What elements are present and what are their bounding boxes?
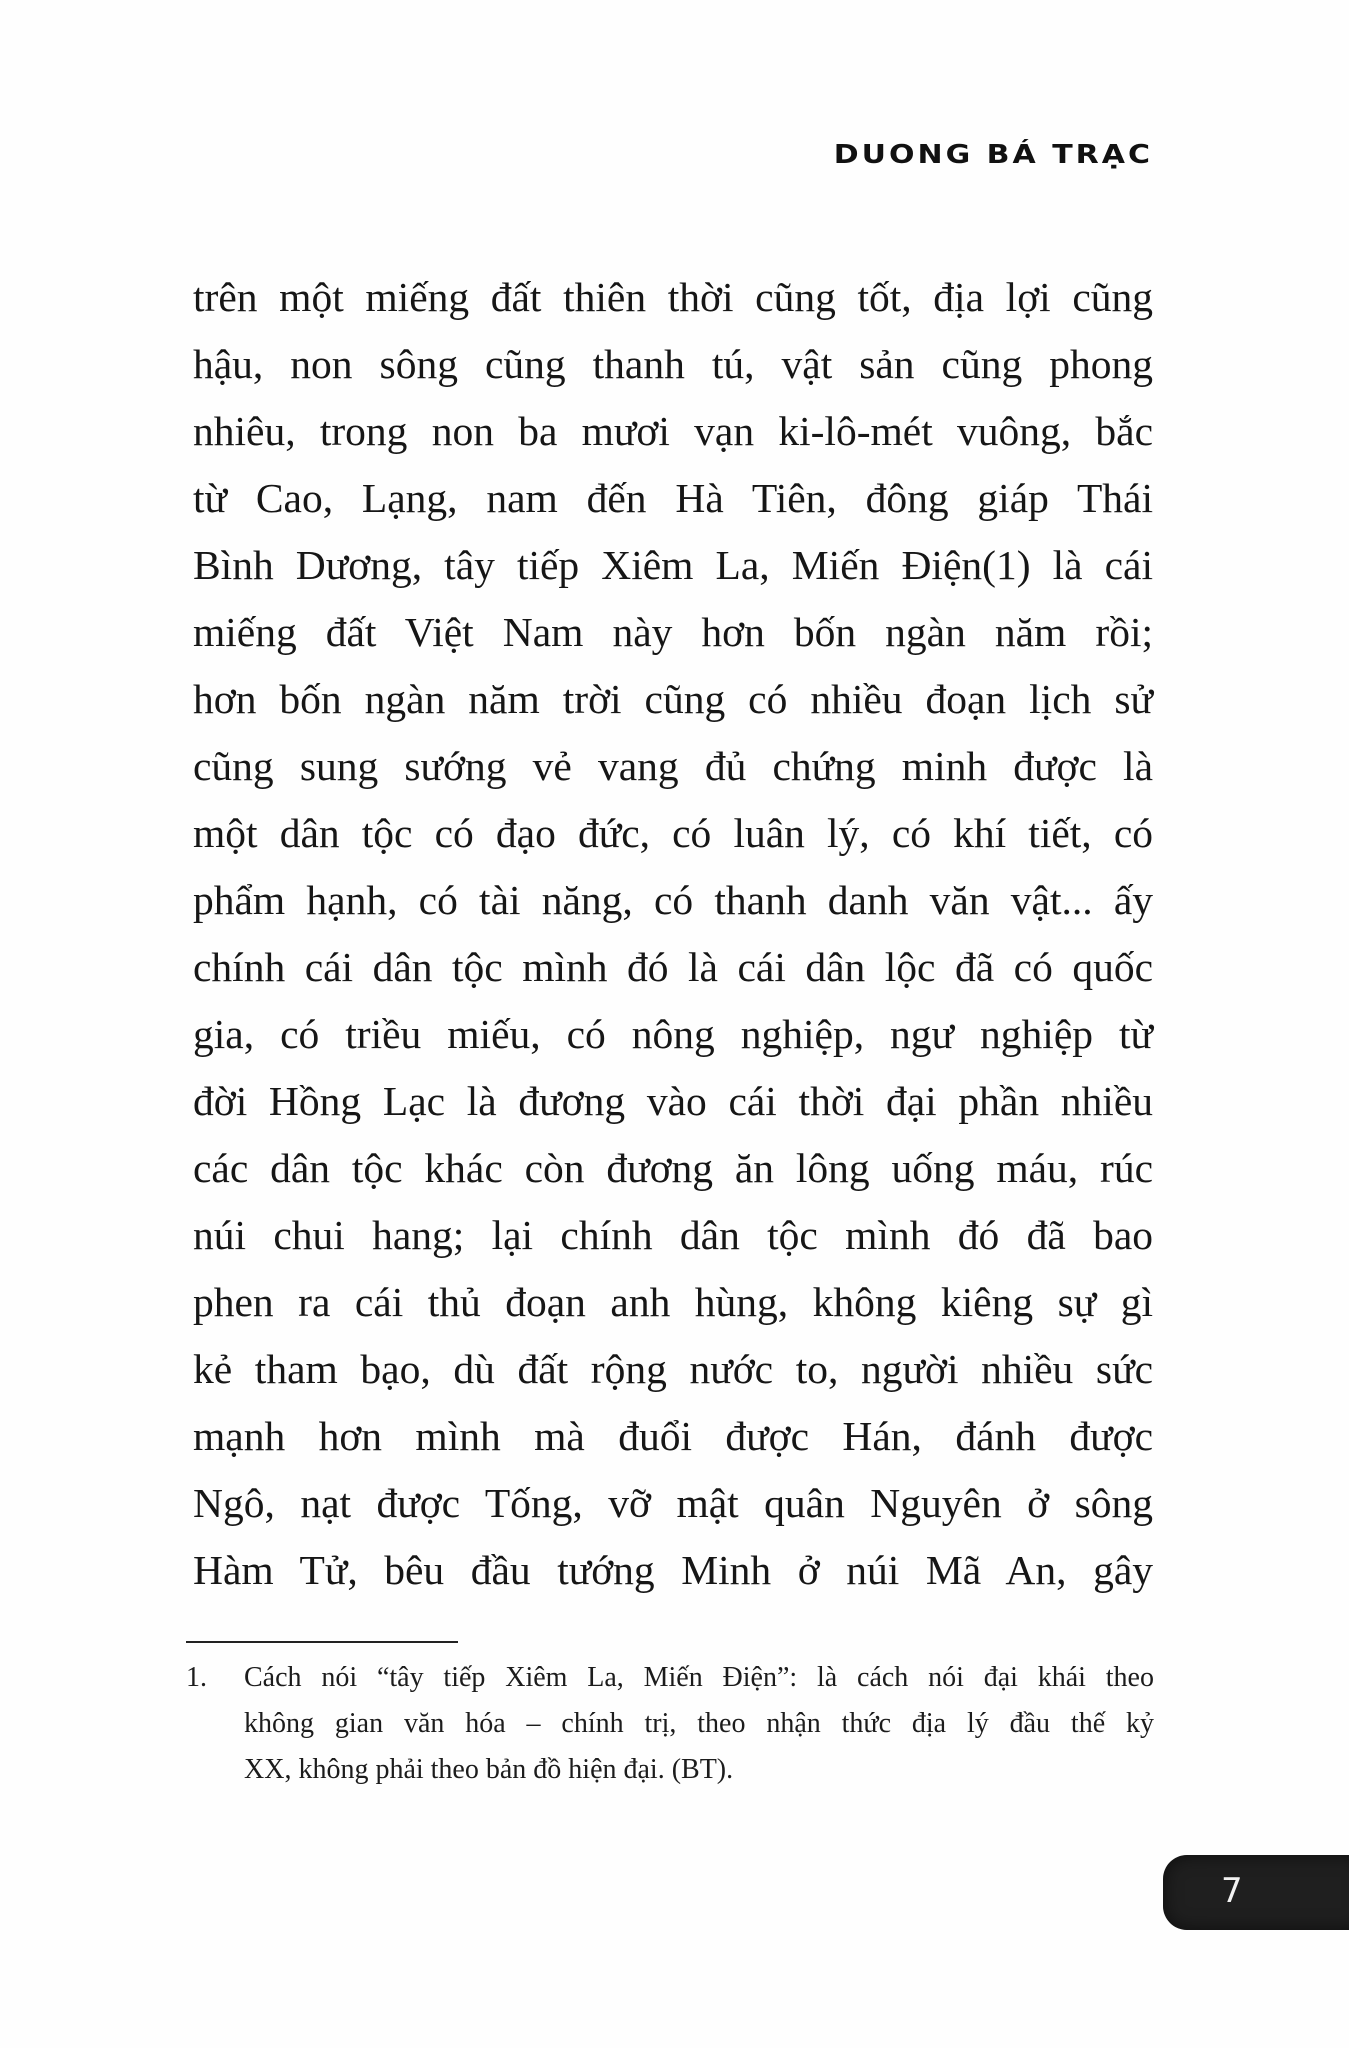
footnote-line: không gian văn hóa – chính trị, theo nhận thức địa lý đầu thế kỷ [244, 1708, 1154, 1739]
body-line: miếng đất Việt Nam này hơn bốn ngàn năm rồi; [193, 609, 1153, 655]
body-line: các dân tộc khác còn đương ăn lông uống máu, rúc [193, 1145, 1153, 1191]
body-line: hậu, non sông cũng thanh tú, vật sản cũng phong [193, 341, 1153, 387]
body-line: núi chui hang; lại chính dân tộc mình đó đã bao [193, 1212, 1153, 1258]
body-line: nhiêu, trong non ba mươi vạn ki-lô-mét vuông, bắc [193, 408, 1153, 454]
body-line: Bình Dương, tây tiếp Xiêm La, Miến Điện(1) là cái [193, 542, 1153, 588]
body-line: kẻ tham bạo, dù đất rộng nước to, người nhiều sức [193, 1346, 1153, 1392]
running-head-author: DUONG BÁ TRẠC [833, 140, 1153, 170]
footnote-number: 1. [186, 1662, 207, 1693]
body-line: Hàm Tử, bêu đầu tướng Minh ở núi Mã An, gây [193, 1547, 1153, 1593]
body-line: phẩm hạnh, có tài năng, có thanh danh văn vật... ấy [193, 877, 1153, 923]
body-text [193, 264, 1153, 1604]
page-number: 7 [1221, 1871, 1243, 1911]
body-line: cũng sung sướng vẻ vang đủ chứng minh được là [193, 743, 1153, 789]
body-line: từ Cao, Lạng, nam đến Hà Tiên, đông giáp Thái [193, 475, 1153, 521]
body-line: Ngô, nạt được Tống, vỡ mật quân Nguyên ở sông [193, 1480, 1153, 1526]
footnote-line: XX, không phải theo bản đồ hiện đại. (BT). [244, 1754, 734, 1785]
footnote-divider [186, 1641, 458, 1643]
body-line: trên một miếng đất thiên thời cũng tốt, địa lợi cũng [193, 274, 1153, 320]
footnote [186, 1655, 1154, 1793]
page-number-tab [1163, 1855, 1349, 1930]
body-line: phen ra cái thủ đoạn anh hùng, không kiêng sự gì [193, 1279, 1153, 1325]
body-line: chính cái dân tộc mình đó là cái dân lộc đã có quốc [193, 944, 1153, 990]
body-line: gia, có triều miếu, có nông nghiệp, ngư nghiệp từ [193, 1011, 1153, 1057]
body-line: một dân tộc có đạo đức, có luân lý, có khí tiết, có [193, 810, 1153, 856]
body-line: đời Hồng Lạc là đương vào cái thời đại phần nhiều [193, 1078, 1153, 1124]
body-line: mạnh hơn mình mà đuổi được Hán, đánh được [193, 1413, 1153, 1459]
footnote-line: Cách nói “tây tiếp Xiêm La, Miến Điện”: là cách nói đại khái theo [244, 1662, 1154, 1693]
footnote-body [244, 1655, 1154, 1793]
body-line: hơn bốn ngàn năm trời cũng có nhiều đoạn lịch sử [193, 676, 1153, 722]
